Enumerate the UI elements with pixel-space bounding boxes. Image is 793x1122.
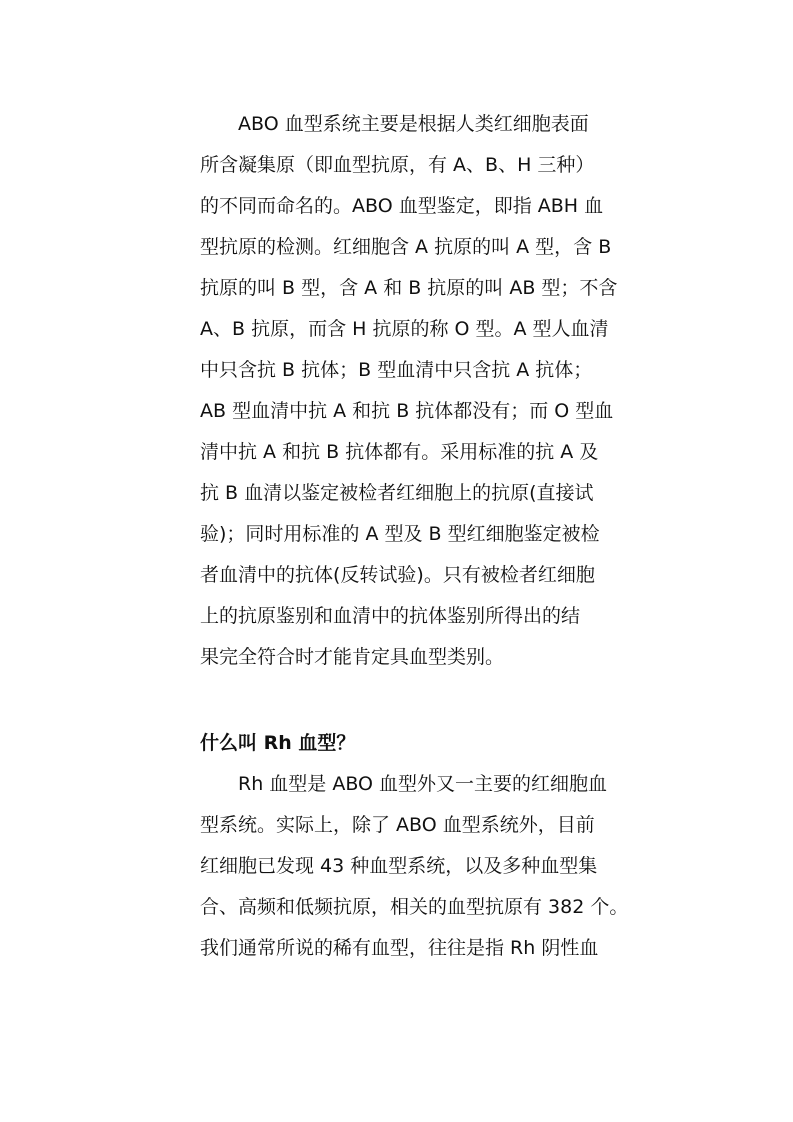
text-line: ABO 血型系统主要是根据人类红细胞表面 [238,113,589,135]
text-line: 中只含抗 B 抗体；B 型血清中只含抗 A 抗体； [200,359,593,381]
rh-paragraph [200,764,629,969]
text-line: 抗原的叫 B 型，含 A 和 B 抗原的叫 AB 型；不含 [200,277,618,299]
text-line: AB 型血清中抗 A 和抗 B 抗体都没有；而 O 型血 [200,400,614,422]
text-line: 果完全符合时才能肯定具血型类别。 [200,646,505,668]
text-line: Rh 血型是 ABO 血型外又一主要的红细胞血 [238,773,608,795]
text-line: 的不同而命名的。ABO 血型鉴定，即指 ABH 血 [200,195,604,217]
text-line: 抗 B 血清以鉴定被检者红细胞上的抗原(直接试 [200,482,594,504]
text-line: 红细胞已发现 43 种血型系统，以及多种血型集 [200,855,598,877]
text-line: 型抗原的检测。红细胞含 A 抗原的叫 A 型，含 B [200,236,612,258]
text-line: 型系统。实际上，除了 ABO 血型系统外，目前 [200,814,595,836]
text-line: 所含凝集原（即血型抗原，有 A、B、H 三种） [200,154,595,176]
text-line: 合、高频和低频抗原，相关的血型抗原有 382 个。 [200,896,629,918]
text-line: 上的抗原鉴别和血清中的抗体鉴别所得出的结 [200,605,581,627]
abo-paragraph [200,104,618,678]
text-line: 者血清中的抗体(反转试验)。只有被检者红细胞 [200,564,595,586]
text-line: 清中抗 A 和抗 B 抗体都有。采用标准的抗 A 及 [200,441,599,463]
text-line: 验)；同时用标准的 A 型及 B 型红细胞鉴定被检 [200,523,600,545]
text-line: 我们通常所说的稀有血型，往往是指 Rh 阴性血 [200,937,599,959]
text-line: A、B 抗原，而含 H 抗原的称 O 型。A 型人血清 [200,318,609,340]
section-heading: 什么叫 Rh 血型？ [200,732,356,754]
